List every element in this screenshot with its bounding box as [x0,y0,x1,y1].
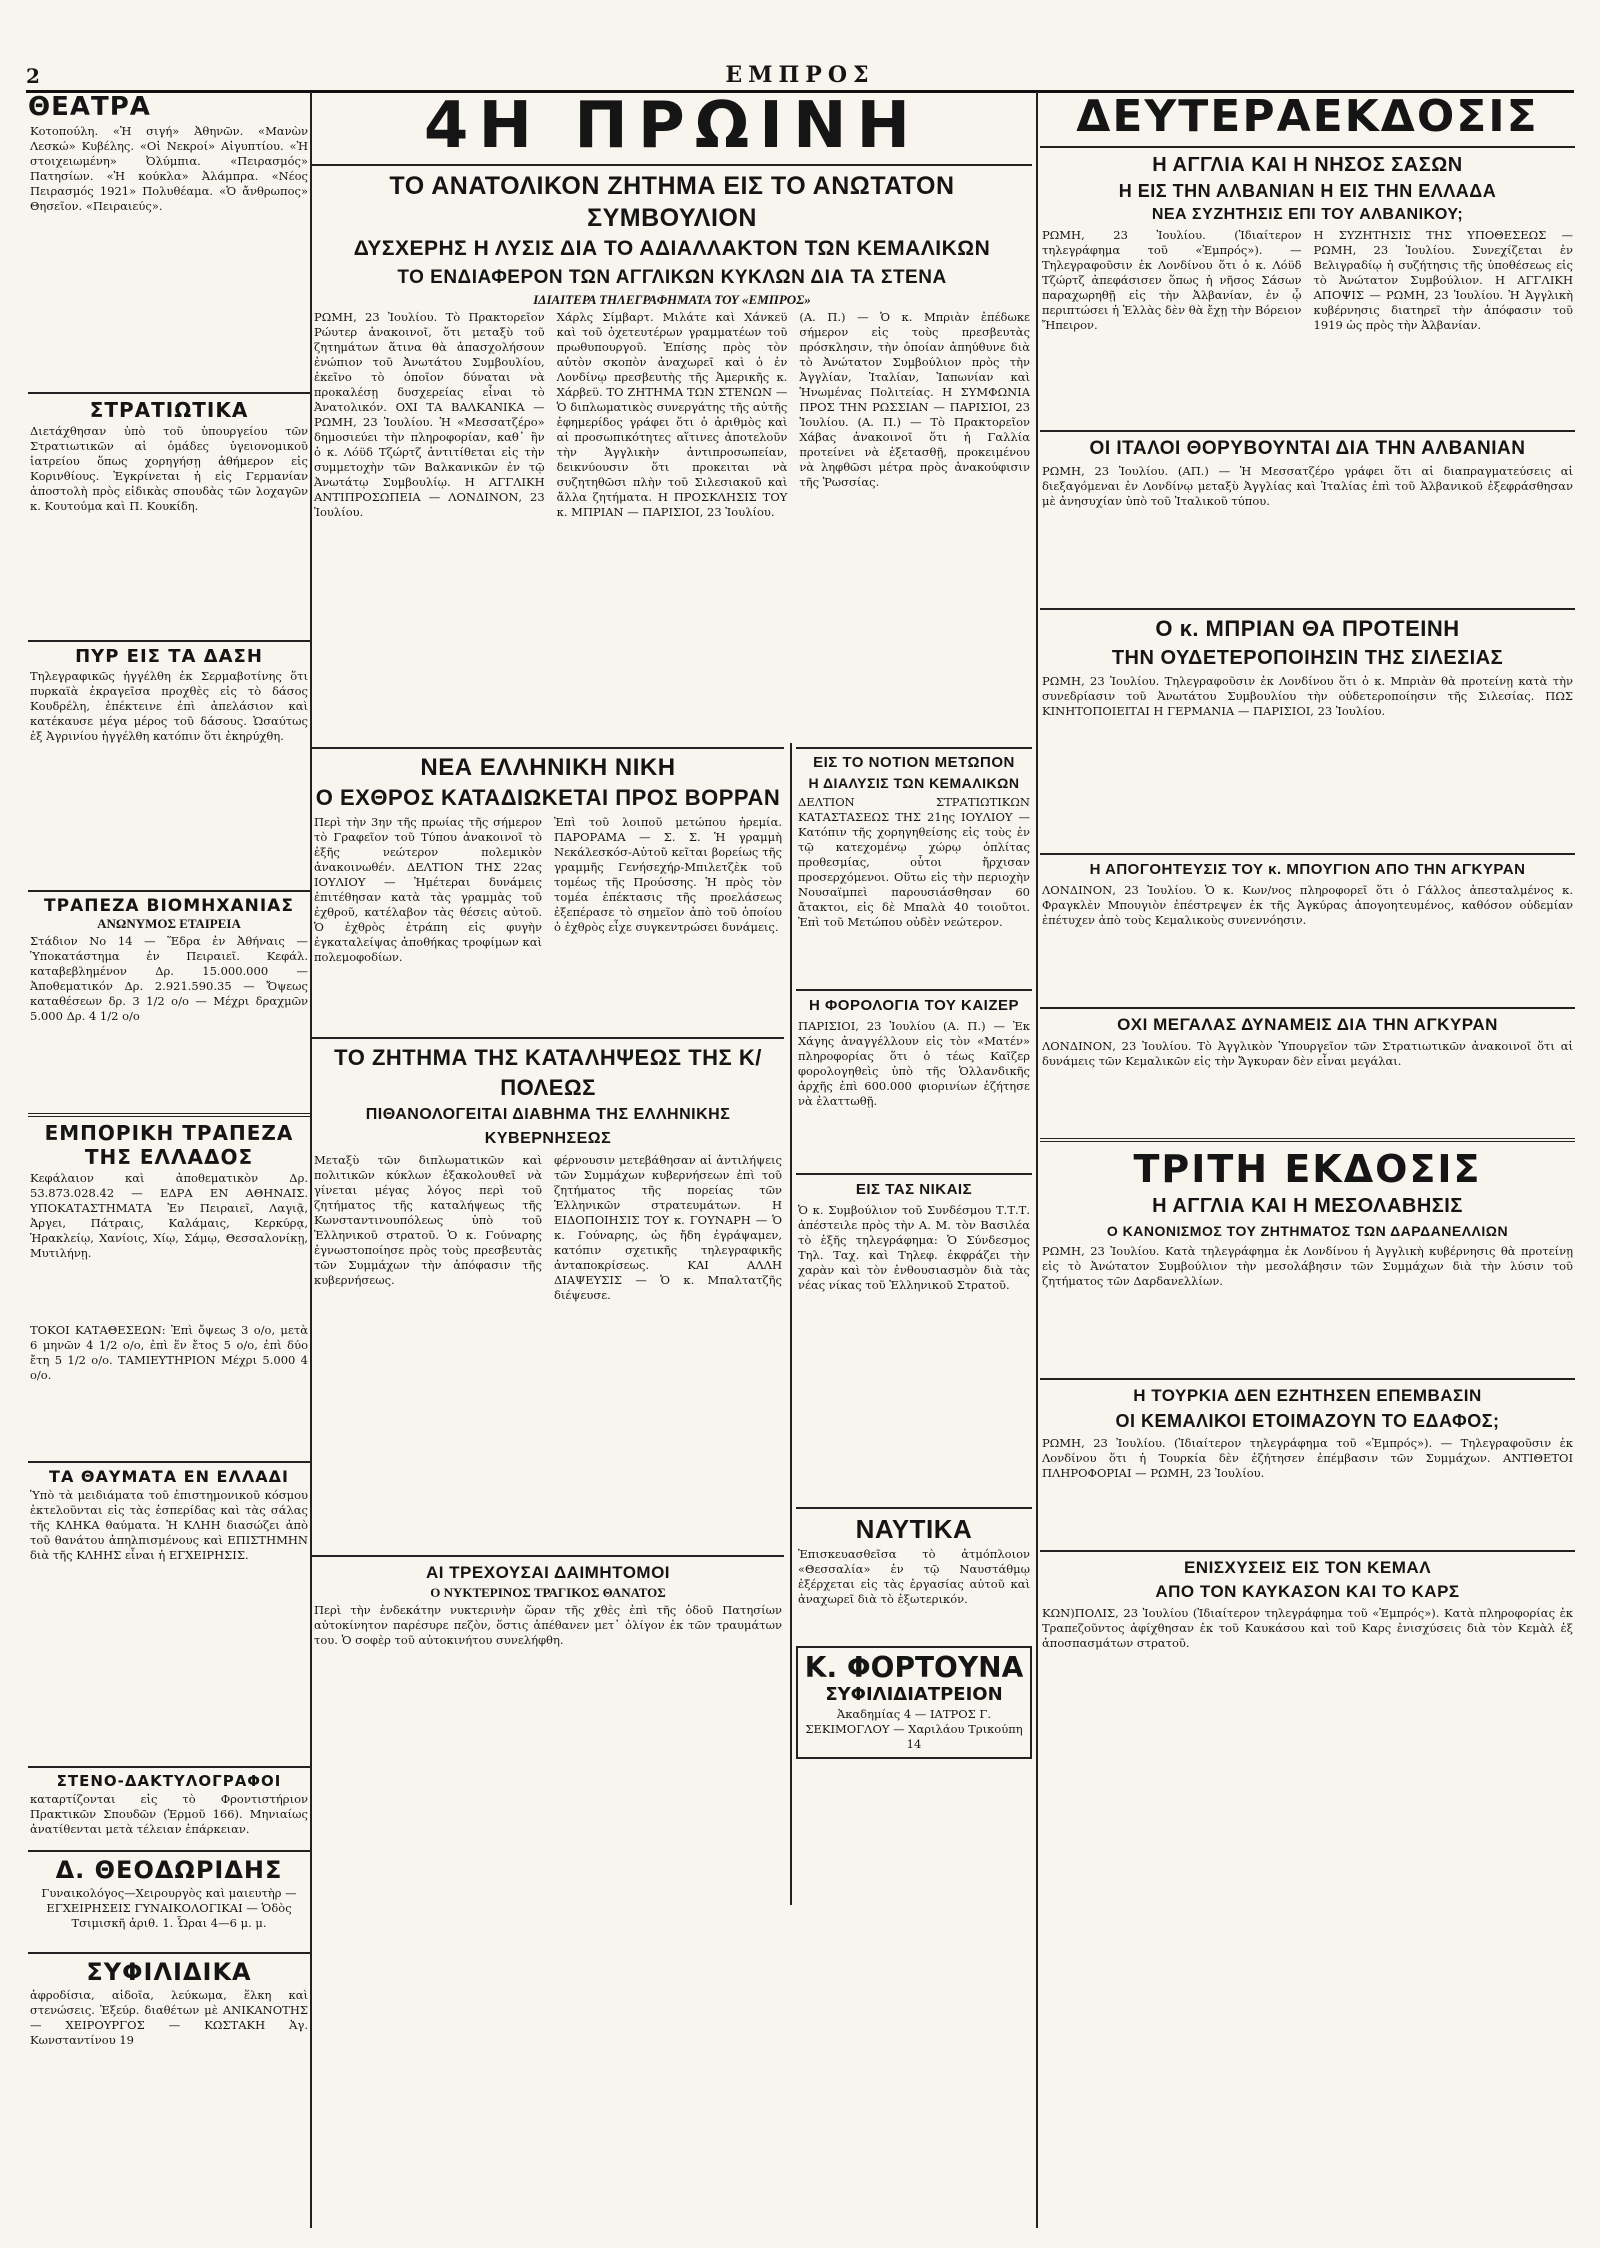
main-headline: ΤΟ ΑΝΑΤΟΛΙΚΟΝ ΖΗΤΗΜΑ ΕΙΣ ΤΟ ΑΝΩΤΑΤΟΝ ΣΥΜΒΟΥΛΙΟΝ [389,172,955,232]
fortouna-text: Ἀκαδημίας 4 — ΙΑΤΡΟΣ Γ. ΣΕΚΙΜΟΓΛΟΥ — Χαριλάου Τρικούπη 14 [805,1707,1023,1751]
military-title: ΣΤΡΑΤΙΩΤΙΚΑ [89,398,249,422]
brian-sub: ΤΗΝ ΟΥΔΕΤΕΡΟΠΟΙΗΣΙΝ ΤΗΣ ΣΙΛΕΣΙΑΣ [1111,647,1504,669]
med-text: ΡΩΜΗ, 23 Ἰουλίου. Κατὰ τηλεγράφημα ἐκ Λονδίνου ἡ Ἀγγλικὴ κυβέρνησις θὰ προτείνῃ εἰς τὸ Ἀνώτατον Συμβούλιον τὴν μεσολάβησιν τῶν Συμμάχων διὰ τὴν λύσιν τοῦ ζητήματος τῶν Δαρδανελλίων. [1042,1244,1573,1288]
turkey-headline: Η ΤΟΥΡΚΙΑ ΔΕΝ ΕΖΗΤΗΣΕΝ ΕΠΕΜΒΑΣΙΝ [1133,1386,1482,1405]
paper-name: ΕΜΠΡΟΣ [725,62,875,88]
border-text: ΔΕΛΤΙΟΝ ΣΤΡΑΤΙΩΤΙΚΩΝ ΚΑΤΑΣΤΑΣΕΩΣ ΤΗΣ 21ης ΙΟΥΛΙΟΥ — Κατόπιν τῆς χορηγηθείσης εἰς τοὺς ἐν τῷ κατεχομένῳ χώρῳ ὀπλίτας προθεσμίας, οὗτοι ἤρχισαν προσερχόμενοι. Οὕτω εἰς τὴν περιοχὴν Νουσαϊμπεὶ παρουσιάσθησαν 60 ἄτακτοι, εἰς δὲ Μπαλὰ 40 τοιοῦτοι. Ἐπὶ τοῦ Μετώπου οὐδὲν νεώτερον. [798,795,1030,929]
main-col3: (Α. Π.) — Ὁ κ. Μπριὰν ἐπέδωκε σήμερον εἰς τοὺς πρεσβευτὰς πρόσκλησιν, τὴν ὁποίαν ἀπηύθυνε διὰ τὸ Ἀνώτατον Συμβούλιον πρὸς τὴν Ἀγγλίαν, Ἰταλίαν, Ἰαπωνίαν καὶ Ἡνωμένας Πολιτείας. Η ΣΥΜΦΩΝΙΑ ΠΡΟΣ ΤΗΝ ΡΩΣΣΙΑΝ — ΠΑΡΙΣΙΟΙ, 23 Ἰουλίου. (Α. Π.) — Τὸ Πρακτορεῖον Χάβας ἀνακοινοῖ ὅτι ἡ Γαλλία προτείνει νὰ ἐξετασθῇ, προκειμένου νὰ ληφθῶσι μέτρα πρὸς ἀνακούφισιν τῆς Ῥωσσίας. [799,310,1031,489]
med-headline: Η ΑΓΓΛΙΑ ΚΑΙ Η ΜΕΣΟΛΑΒΗΣΙΣ [1152,1195,1463,1217]
fortouna-ad [796,1646,1032,1759]
main-sub2: ΤΟ ΕΝΔΙΑΦΕΡΟΝ ΤΩΝ ΑΓΓΛΙΚΩΝ ΚΥΚΛΩΝ ΔΙΑ ΤΑ ΣΤΕΝΑ [397,267,947,288]
occupation-sub: ΠΙΘΑΝΟΛΟΓΕΙΤΑΙ ΔΙΑΒΗΜΑ ΤΗΣ ΕΛΛΗΝΙΚΗΣ ΚΥΒΕΡΝΗΣΕΩΣ [365,1106,731,1147]
main-col1: ΡΩΜΗ, 23 Ἰουλίου. Τὸ Πρακτορεῖον Ρώυτερ ἀνακοινοῖ, ὅτι μεταξὺ τοῦ ζητημάτων ἅτινα θὰ ἀπασχολήσουν ἐνώπιον τοῦ Ἀνωτάτου Συμβουλίου, ἐκεῖνο τὸ ὁποῖον δύναται νὰ προκαλέσῃ δυσχερείας εἶναι τὸ Ἀνατολικόν. ΟΧΙ ΤΑ ΒΑΛΚΑΝΙΚΑ — ΡΩΜΗ, 23 Ἰουλίου. Ἡ «Μεσσατζέρο» δημοσιεύει τὴν πληροφορίαν, καθ᾽ ἣν ὁ κ. Λόϋδ Τζώρτζ ἀντιτίθεται εἰς τὴν συμμετοχὴν τῶν Βαλκανικῶν ἐν τῷ Ἀνωτάτῳ Συμβουλίῳ. Η ΑΓΓΛΙΚΗ ΑΝΤΙΠΡΟΣΩΠΕΙΑ — ΛΟΝΔΙΝΟΝ, 23 Ἰουλίου. [314,310,545,519]
doctor-text: Γυναικολόγος—Χειρουργὸς καὶ μαιευτὴρ — ΕΓΧΕΙΡΗΣΕΙΣ ΓΥΝΑΙΚΟΛΟΓΙΚΑΙ — Ὁδὸς Τσιμισκῆ ἀριθ. 1. Ὧραι 4—6 μ. μ. [41,1886,297,1930]
nautika-text: Ἐπισκευασθεῖσα τὸ ἀτμόπλοιον «Θεσσαλία» ἐν τῷ Ναυστάθμῳ ἐξέρχεται εἰς τὰς ἐργασίας αὐτοῦ καὶ ἀναχωρεῖ διὰ τὸ ἐξωτερικόν. [798,1547,1030,1606]
wonders-text: Ὑπὸ τὰ μειδιάματα τοῦ ἐπιστημονικοῦ κόσμου ἐκτελοῦνται εἰς τὰς ἑσπερίδας καὶ τὰς σάλας τῆς ΚΛΗΚΑ θαύματα. Ἡ ΚΛΗΗ διασώζει ἀπὸ τοῦ θανάτου ἀπηλπισμένους καὶ ΕΠΙΣΤΗΜΗΝ διὰ τῆς ΚΛΗΗΣ εἶναι ἡ ΕΓΧΕΙΡΗΣΙΣ. [30,1488,308,1562]
masthead-bar [26,62,1574,93]
border-headline: ΕΙΣ ΤΟ ΝΟΤΙΟΝ ΜΕΤΩΠΟΝ [813,754,1015,771]
dead-headline: ΑΙ ΤΡΕΧΟΥΣΑΙ ΔΑΙΜΗΤΟΜΟΙ [425,1563,671,1582]
kemal-sub: ΑΠΟ ΤΟΝ ΚΑΥΚΑΣΟΝ ΚΑΙ ΤΟ ΚΑΡΣ [1155,1582,1460,1601]
occupation-col1: Μεταξὺ τῶν διπλωματικῶν καὶ πολιτικῶν κύκλων ἐξακολουθεῖ νὰ γίνεται μέγας λόγος περὶ τοῦ ζητήματος τῆς καταλήψεως τῆς Κωνσταντινουπόλεως ὑπὸ τοῦ Ἑλληνικοῦ στρατοῦ. Ὁ κ. Γούναρης ἐγνωστοποίησε πρὸς τοὺς πρεσβευτὰς τῶν Συμμάχων τὴν ἀπόφασιν τῆς κυβερνήσεως. [314,1153,542,1287]
left-column [28,92,310,2228]
italians-text: ΡΩΜΗ, 23 Ἰουλίου. (ΑΠ.) — Ἡ Μεσσατζέρο γράφει ὅτι αἱ διαπραγματεύσεις αἱ διεξαγόμεναι ἐν Λονδίνῳ μεταξὺ Ἀγγλίας καὶ Ἰταλίας ἐπὶ τοῦ Ἀλβανικοῦ ἐξεφράσθησαν μὲ ἀνησυχίαν ὑπὸ τοῦ Ἰταλικοῦ τύπου. [1042,464,1573,508]
main-sub1: ΔΥΣΧΕΡΗΣ Η ΛΥΣΙΣ ΔΙΑ ΤΟ ΑΔΙΑΛΛΑΚΤΟΝ ΤΩΝ ΚΕΜΑΛΙΚΩΝ [353,237,991,260]
brian-text: ΡΩΜΗ, 23 Ἰουλίου. Τηλεγραφοῦσιν ἐκ Λονδίνου ὅτι ὁ κ. Μπριὰν θὰ προτείνῃ κατὰ τὴν συνεδρίασιν τοῦ Ἀνωτάτου Συμβουλίου τὴν οὐδετεροποίησιν τῆς Σιλεσίας. ΠΩΣ ΚΙΝΗΤΟΠΟΙΕΙΤΑΙ Η ΓΕΡΜΑΝΙΑ — ΠΑΡΙΣΙΟΙ, 23 Ἰουλίου. [1042,674,1573,718]
italians-headline: ΟΙ ΙΤΑΛΟΙ ΘΟΡΥΒΟΥΝΤΑΙ ΔΙΑ ΤΗΝ ΑΛΒΑΝΙΑΝ [1089,438,1526,459]
bank2-text: Κεφάλαιον καὶ ἀποθεματικὸν Δρ. 53.873.028.42 — ΕΔΡΑ ΕΝ ΑΘΗΝΑΙΣ. ΥΠΟΚΑΤΑΣΤΗΜΑΤΑ Ἐν Πειραιεῖ, Λαγιᾷ, Ἀργει, Πάτραις, Καλάμαις, Κερκύρᾳ, Ἡρακλείῳ, Χανίοις, Χίῳ, Σάμῳ, Θεσσαλονίκῃ, Μυτιλήνῃ. [30,1171,308,1260]
wonders-title: ΤΑ ΘΑΥΜΑΤΑ ΕΝ ΕΛΛΑΔΙ [49,1467,289,1486]
england-headline: Η ΑΓΓΛΙΑ ΚΑΙ Η ΝΗΣΟΣ ΣΑΣΩΝ [1152,154,1463,176]
fortouna-title: Κ. ΦΟΡΤΟΥΝΑ [804,1651,1024,1684]
med-sub: Ο ΚΑΝΟΝΙΣΜΟΣ ΤΟΥ ΖΗΤΗΜΑΤΟΣ ΤΩΝ ΔΑΡΔΑΝΕΛΛΙΩΝ [1106,1223,1509,1239]
doctor-name: Δ. ΘΕΟΔΩΡΙΔΗΣ [55,1856,283,1884]
turkey-sub: ΟΙ ΚΕΜΑΛΙΚΟΙ ΕΤΟΙΜΑΖΟΥΝ ΤΟ ΕΔΑΦΟΣ; [1115,1411,1500,1431]
theatres-title: ΘΕΑΤΡΑ [28,92,151,122]
england-sub2: ΝΕΑ ΣΥΖΗΤΗΣΙΣ ΕΠΙ ΤΟΥ ΑΛΒΑΝΙΚΟΥ; [1151,206,1464,223]
column-rule [1036,92,1038,2228]
victory-headline: ΝΕΑ ΕΛΛΗΝΙΚΗ ΝΙΚΗ [420,754,676,781]
fire-title: ΠΥΡ ΕΙΣ ΤΑ ΔΑΣΗ [75,646,263,667]
second-edition: ΔΕΥΤΕΡΑΕΚΔΟΣΙΣ [1076,92,1539,142]
kemal-headline: ΕΝΙΣΧΥΣΕΙΣ ΕΙΣ ΤΟΝ ΚΕΜΑΛ [1183,1558,1432,1577]
stenos-headline: ΕΙΣ ΤΑΣ ΝΙΚΑΙΣ [855,1181,973,1198]
page-number: 2 [26,64,40,88]
tax-headline: Η ΦΟΡΟΛΟΓΙΑ ΤΟΥ ΚΑΙΖΕΡ [808,997,1020,1014]
typing-text: καταρτίζονται εἰς τὸ Φροντιστήριον Πρακτικῶν Σπουδῶν (Ἑρμοῦ 166). Μηνιαίως ἀνατίθενται μετὰ τέλειαν ἐπάρκειαν. [30,1792,308,1836]
syph-text: ἀφροδίσια, αἰδοῖα, λεύκωμα, ἕλκη καὶ στενώσεις. Ἐξεύρ. διαθέτων μὲ ΑΝΙΚΑΝΟΤΗΣ — ΧΕΙΡΟΥΡΓΟΣ — ΚΩΣΤΑΚΗ Ἀγ. Κωνσταντίνου 19 [30,1988,308,2047]
bank1-sub: ΑΝΩΝΥΜΟΣ ΕΤΑΙΡΕΙΑ [97,916,241,931]
military-text: Διετάχθησαν ὑπὸ τοῦ ὑπουργείου τῶν Στρατιωτικῶν αἱ ὁμάδες ὑγειονομικοῦ ἰατρείου ὅπως χορηγήσῃ ἀθήμερον εἰς Κορινθίους. Ἐγκρίνεται ἡ εἰς Γερμανίαν ἀποστολὴ πρὸς εἰδικὰς σπουδὰς τῶν λοχαγῶν κ. Κουτούμα καὶ Π. Κουκίδη. [30,424,308,513]
nautika-title: ΝΑΥΤΙΚΑ [855,1514,973,1544]
syph-title: ΣΥΦΙΛΙΔΙΚΑ [86,1958,252,1986]
turkey-text: ΡΩΜΗ, 23 Ἰουλίου. (Ἰδιαίτερον τηλεγράφημα τοῦ «Ἐμπρός»). — Τηλεγραφοῦσιν ἐκ Λονδίνου ὅτι ἡ Τουρκία δὲν ἐζήτησεν ἐπέμβασιν τῶν Συμμάχων. ΑΝΤΙΘΕΤΟΙ ΠΛΗΡΟΦΟΡΙΑΙ — ΡΩΜΗ, 23 Ἰουλίου. [1042,1436,1573,1480]
ankara-headline: ΟΧΙ ΜΕΓΑΛΑΣ ΔΥΝΑΜΕΙΣ ΔΙΑ ΤΗΝ ΑΓΚΥΡΑΝ [1117,1015,1498,1034]
main-sub3: ΙΔΙΑΙΤΕΡΑ ΤΗΛΕΓΡΑΦΗΜΑΤΑ ΤΟΥ «ΕΜΠΡΟΣ» [533,292,811,307]
center-column [312,92,1032,2228]
third-edition: ΤΡΙΤΗ ΕΚΔΟΣΙΣ [1133,1147,1482,1191]
theatres-text: Κοτοπούλη. «Ἡ σιγή» Ἀθηνῶν. «Μανὼν Λεσκώ» Κυβέλης. «Οἱ Νεκροί» Αἰγυπτίου. «Ἡ στοιχειωμένη» Ὀλύμπια. «Πειρασμός» Πατησίων. «Ἡ κούκλα» Ἀλάμπρα. «Νέος Πειρασμός 1921» Πολυθέαμα. «Ὁ ἄνθρωπος» Θησεῖον. «Πειραιεύς». [30,124,308,213]
stenos-text: Ὁ κ. Συμβούλιον τοῦ Συνδέσμου Τ.Τ.Τ. ἀπέστειλε πρὸς τὴν Α. Μ. τὸν Βασιλέα τὸ ἑξῆς τηλεγράφημα: Ὁ Σύνδεσμος Τηλ. Ταχ. καὶ Τηλεφ. ἐκφράζει τὴν χαρὰν καὶ τὸν ἐνθουσιασμὸν διὰ τὰς νέας νίκας τοῦ Ἑλληνικοῦ Στρατοῦ. [798,1203,1030,1292]
ankara-text: ΛΟΝΔΙΝΟΝ, 23 Ἰουλίου. Τὸ Ἀγγλικὸν Ὑπουργεῖον τῶν Στρατιωτικῶν ἀνακοινοῖ ὅτι αἱ δυνάμεις τῶν Κεμαλικῶν εἰς τὴν Ἄγκυραν δὲν εἶναι μεγάλαι. [1042,1039,1573,1068]
brian-headline: Ο κ. ΜΠΡΙΑΝ ΘΑ ΠΡΟΤΕΙΝΗ [1155,616,1460,641]
bank2-title: ΕΜΠΟΡΙΚΗ ΤΡΑΠΕΖΑ ΤΗΣ ΕΛΛΑΔΟΣ [44,1121,294,1169]
bank1-title: ΤΡΑΠΕΖΑ ΒΙΟΜΗΧΑΝΙΑΣ [44,896,294,916]
typing-title: ΣΤΕΝΟ-ΔΑΚΤΥΛΟΓΡΑΦΟΙ [56,1772,282,1790]
dead-text: Περὶ τὴν ἑνδεκάτην νυκτερινὴν ὥραν τῆς χθὲς ἐπὶ τῆς ὁδοῦ Πατησίων αὐτοκίνητον παρέσυρε πεζὸν, ὅστις ἀπέθανεν μετ᾽ ὀλίγον ἐκ τῶν τραυμάτων του. Ὁ σοφὲρ τοῦ αὐτοκινήτου συνελήφθη. [314,1603,782,1647]
tax-text: ΠΑΡΙΣΙΟΙ, 23 Ἰουλίου (Α. Π.) — Ἐκ Χάγης ἀναγγέλλουν εἰς τὸν «Ματέν» πληροφορίας ὅτι ὁ τέως Καῖζερ φορολογηθεὶς ὑπὸ τῆς Ὁλλανδικῆς ἀρχῆς ἐπὶ 600.000 φιορινίων ἐζήτησε νὰ ἐλαττωθῇ. [798,1019,1030,1108]
victory-col2: Ἐπὶ τοῦ λοιποῦ μετώπου ἡρεμία. ΠΑΡΟΡΑΜΑ — Σ. Σ. Ἡ γραμμὴ Νεκάλεσκόσ-Αὐτοῦ κεῖται βορείως τῆς γραμμῆς Γενήσεχήρ-Μπιλετζὲκ τοῦ τομέως τῆς Προύσσης. Ἡ πρὸς τὸν τομέα ἐπέκτασις τῆς προελάσεως ἐξεπέρασε τὸ σημεῖον ἀπὸ τοῦ ὁποίου ὁ ἐχθρὸς εἶχε συγκεντρώσει δυνάμεις. [554,815,782,934]
fortouna-sub: ΣΥΦΙΛΙΔΙΑΤΡΕΙΟΝ [825,1684,1003,1705]
bouyon-headline: Η ΑΠΟΓΟΗΤΕΥΣΙΣ ΤΟΥ κ. ΜΠΟΥΓΙΟΝ ΑΠΟ ΤΗΝ ΑΓΚΥΡΑΝ [1089,861,1526,878]
occupation-headline: ΤΟ ΖΗΤΗΜΑ ΤΗΣ ΚΑΤΑΛΗΨΕΩΣ ΤΗΣ Κ/ΠΟΛΕΩΣ [334,1045,762,1100]
right-column [1040,92,1575,2228]
edition-title: 4Η ΠΡΩΙΝΗ [423,92,921,163]
bank2-deposits: ΤΟΚΟΙ ΚΑΤΑΘΕΣΕΩΝ: Ἐπὶ ὄψεως 3 ο/ο, μετὰ 6 μηνῶν 4 1/2 ο/ο, ἐπὶ ἕν ἔτος 5 ο/ο, ἐπὶ δύο ἔτη 5 1/2 ο/ο. ΤΑΜΙΕΥΤΗΡΙΟΝ Μέχρι 5.000 4 ο/ο. [30,1323,308,1382]
border-sub: Η ΔΙΑΛΥΣΙΣ ΤΩΝ ΚΕΜΑΛΙΚΩΝ [808,775,1020,791]
england-sub: Η ΕΙΣ ΤΗΝ ΑΛΒΑΝΙΑΝ Η ΕΙΣ ΤΗΝ ΕΛΛΑΔΑ [1118,181,1497,201]
england-col2: Η ΣΥΖΗΤΗΣΙΣ ΤΗΣ ΥΠΟΘΕΣΕΩΣ — ΡΩΜΗ, 23 Ἰουλίου. Συνεχίζεται ἐν Βελιγραδίῳ ἡ συζήτησις τῆς ὑποθέσεως εἰς τὸ Ἀνώτατον Συμβούλιον. Η ΑΓΓΛΙΚΗ ΑΠΟΨΙΣ — ΡΩΜΗ, 23 Ἰουλίου. Ἡ Ἀγγλικὴ κυβέρνησις διατηρεῖ τὴν ἀπόφασιν τοῦ 1919 ὡς πρὸς τὴν Ἀλβανίαν. [1313,228,1573,332]
dead-sub: Ο ΝΥΚΤΕΡΙΝΟΣ ΤΡΑΓΙΚΟΣ ΘΑΝΑΤΟΣ [430,1585,666,1600]
bouyon-text: ΛΟΝΔΙΝΟΝ, 23 Ἰουλίου. Ὁ κ. Κων/νος πληροφορεῖ ὅτι ὁ Γάλλος ἀπεσταλμένος κ. Φραγκλὲν Μπουγιὸν ἐπέστρεψεν ἐκ τῆς Ἀγκύρας ἀπογοητευμένος, καθόσον οὐδεμίαν ἐπέτυχεν ἀπὸ τοὺς Κεμαλικοὺς συνεννόησιν. [1042,883,1573,927]
main-col2: Χάρλς Σίμβαρτ. Μιλάτε καὶ Χάνκεϋ καὶ τοῦ ὀχετευτέρων γραμματέων τοῦ πρωθυπουργοῦ. Ἐπίσης πρὸς τὸν αὐτὸν σκοπὸν ἀναχωρεῖ καὶ ὁ ἐν Λονδίνῳ πρεσβευτὴς τῆς Ἀμερικῆς κ. Χάρβεϋ. ΤΟ ΖΗΤΗΜΑ ΤΩΝ ΣΤΕΝΩΝ — Ὁ διπλωματικὸς συνεργάτης τῆς αὐτῆς ἐφημερίδος γράφει ὅτι ὁ ἀριθμὸς καὶ αἱ προσωπικότητες αἵτινες ἀποτελοῦν τὴν Ἀγγλικὴν ἀντιπροσωπείαν, δεικνύουσιν ὅτι προκειται νὰ συζητηθῶσι πλὴν τοῦ Σιλεσιακοῦ καὶ ἄλλα ζητήματα. Η ΠΡΟΣΚΛΗΣΙΣ ΤΟΥ κ. ΜΠΡΙΑΝ — ΠΑΡΙΣΙΟΙ, 23 Ἰουλίου. [556,310,788,519]
kemal-text: ΚΩΝ)ΠΟΛΙΣ, 23 Ἰουλίου (Ἰδιαίτερον τηλεγράφημα τοῦ «Ἐμπρός»). Κατὰ πληροφορίας ἐκ Τραπεζοῦντος ἀφίχθησαν ἐκ τοῦ Καυκάσου καὶ τοῦ Καρς ἐνισχύσεις διὰ τὸν Κεμὰλ ἐξ ἀποσπασμάτων στρατοῦ. [1042,1606,1573,1650]
victory-col1: Περὶ τὴν 3ην τῆς πρωίας τῆς σήμερον τὸ Γραφεῖον τοῦ Τύπου ἀνακοινοῖ τὸ ἑξῆς νεώτερον πολεμικὸν ἀνακοινωθέν. ΔΕΛΤΙΟΝ ΤΗΣ 22ας ΙΟΥΛΙΟΥ — Ἡμέτεραι δυνάμεις ἐπιτέθησαν κατὰ τὰς γραμμὰς τοῦ ἐχθροῦ, κατέλαβον τὰς θέσεις αὐτοῦ. Ὁ ἐχθρὸς ἐτράπη εἰς φυγὴν ἐγκαταλείψας ἀποθήκας τροφίμων καὶ πολεμοφοδίων. [314,815,542,964]
fire-text: Τηλεγραφικῶς ἠγγέλθη ἐκ Σερμαβοτίνης ὅτι πυρκαϊὰ ἐκραγεῖσα προχθὲς εἰς τὸ δάσος Κουδρέλη, ἐπέκτεινε ἐπὶ ἀπελάσιον καὶ κατέκαυσε μέγα μέρος τοῦ δάσους. Ὡσαύτως ἐξ Ἀγρινίου ἠγγέλθη κατόπιν ὅτι ἐκηρύχθη. [30,669,308,743]
occupation-col2: φέρνουσιν μετεβάθησαν αἱ ἀντιλήψεις τῶν Συμμάχων κυβερνήσεων ἐπὶ τοῦ ζητήματος τῆς πορείας τῶν Ἑλληνικῶν στρατευμάτων. Η ΕΙΔΟΠΟΙΗΣΙΣ ΤΟΥ κ. ΓΟΥΝΑΡΗ — Ὁ κ. Γούναρης, ὡς ἤδη ἐγράψαμεν, κατόπιν σχετικῆς τηλεγραφικῆς ἀνταποκρίσεως. ΚΑΙ ΑΛΛΗ ΔΙΑΨΕΥΣΙΣ — Ὁ κ. Μπαλτατζῆς διέψευσε. [554,1153,782,1302]
england-col1: ΡΩΜΗ, 23 Ἰουλίου. (Ἰδιαίτερον τηλεγράφημα τοῦ «Ἐμπρός»). — Τηλεγραφοῦσιν ἐκ Λονδίνου ὅτι ὁ κ. Λόϋδ Τζώρτζ ἀπεφάσισεν ὅπως ἡ νῆσος Σάσων παραχωρηθῇ εἰς τὴν Ἀλβανίαν, ἐν ᾧ περιπτώσει ἡ Ἑλλὰς δὲν θὰ ἔχῃ τὴν Βόρειον Ἤπειρον. [1042,228,1302,332]
victory-sub: Ο ΕΧΘΡΟΣ ΚΑΤΑΔΙΩΚΕΤΑΙ ΠΡΟΣ ΒΟΡΡΑΝ [315,785,781,810]
bank1-text: Στάδιον Νο 14 — Ἕδρα ἐν Ἀθήναις — Ὑποκατάστημα ἐν Πειραιεῖ. Κεφάλ. καταβεβλημένον Δρ. 15.000.000 — Ἀποθεματικόν Δρ. 2.921.590.35 — Ὄψεως καταθέσεων δρ. 3 1/2 ο/ο — Μέχρι δραχμῶν 5.000 Δρ. 4 1/2 ο/ο [30,934,308,1023]
